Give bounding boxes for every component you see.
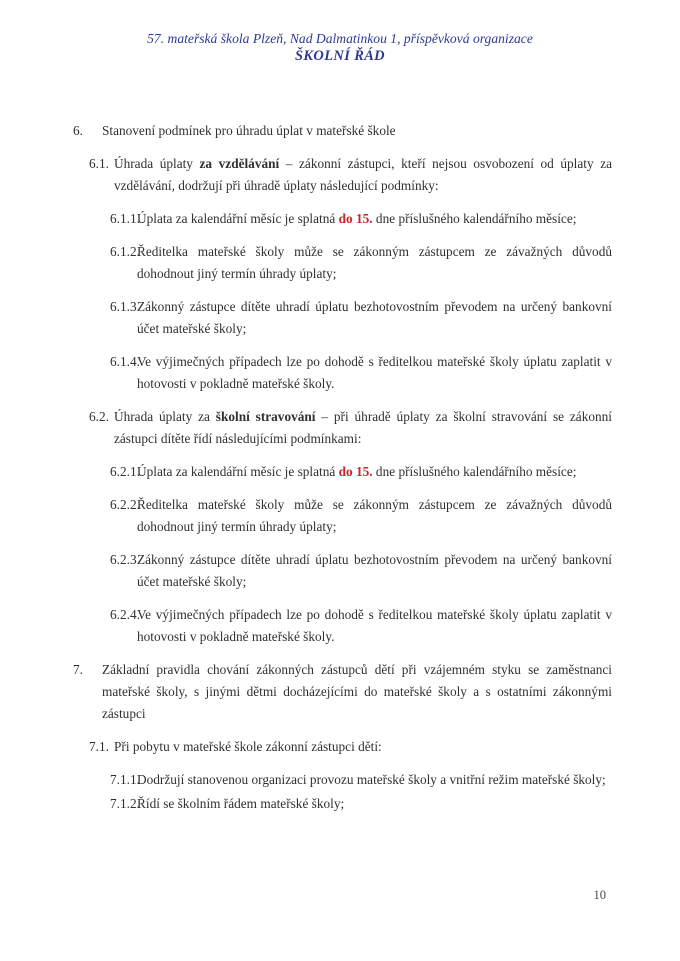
item-number: 6.1.4. [110, 354, 140, 369]
document-items [0, 120, 680, 815]
list-item-6-1 [0, 153, 680, 197]
item-number: 6.2. [89, 409, 109, 424]
item-text: Při pobytu v mateřské škole zákonní zástupci dětí: [114, 739, 382, 754]
item-text: Řídí se školním řádem mateřské školy; [137, 796, 345, 811]
list-item-6-2-1 [0, 461, 680, 483]
list-item-7-1-1 [0, 769, 680, 791]
item-text: Ve výjimečných případech lze po dohodě s ředitelkou mateřské školy úplatu zaplatit v hotovosti v pokladně mateřské školy. [137, 354, 612, 391]
item-text: Úplata za kalendářní měsíc je splatná do 15. dne příslušného kalendářního měsíce; [137, 211, 577, 226]
list-item-6-1-2 [0, 241, 680, 285]
page-number: 10 [593, 888, 606, 902]
item-text: Úhrada úplaty za vzdělávání – zákonní zástupci, kteří nejsou osvobození od úplaty za vzdělávání, dodržují při úhradě úplaty následující podmínky: [114, 156, 612, 193]
item-number: 6.1.1. [110, 211, 140, 226]
list-item-6-2 [0, 406, 680, 450]
item-text: Stanovení podmínek pro úhradu úplat v mateřské škole [102, 123, 396, 138]
item-number: 6.2.1. [110, 464, 140, 479]
list-item-6-1-4 [0, 351, 680, 395]
list-item-6-2-2 [0, 494, 680, 538]
item-text: Základní pravidla chování zákonných zástupců dětí při vzájemném styku se zaměstnanci mateřské školy, s jinými dětmi docházejícími do mateřské školy a s ostatními zákonnými zástupci [102, 662, 612, 721]
list-item-7-1 [0, 736, 680, 758]
item-number: 7.1.1. [110, 772, 140, 787]
list-item-7-1-2 [0, 793, 680, 815]
list-item-6-2-4 [0, 604, 680, 648]
item-number: 7. [73, 662, 83, 677]
item-number: 6.2.2. [110, 497, 140, 512]
item-text: Úhrada úplaty za školní stravování – při úhradě úplaty za školní stravování se zákonní zástupci dítěte řídí následujícími podmínkami: [114, 409, 612, 446]
list-item-6-2-3 [0, 549, 680, 593]
item-number: 7.1.2. [110, 796, 140, 811]
list-item-6 [0, 120, 680, 142]
item-number: 7.1. [89, 739, 109, 754]
item-number: 6.1. [89, 156, 109, 171]
item-number: 6.2.3. [110, 552, 140, 567]
item-text: Ve výjimečných případech lze po dohodě s ředitelkou mateřské školy úplatu zaplatit v hotovosti v pokladně mateřské školy. [137, 607, 612, 644]
item-text: Zákonný zástupce dítěte uhradí úplatu bezhotovostním převodem na určený bankovní účet mateřské školy; [137, 552, 612, 589]
item-number: 6.2.4. [110, 607, 140, 622]
item-text: Ředitelka mateřské školy může se zákonným zástupcem ze závažných důvodů dohodnout jiný termín úhrady úplaty; [137, 497, 612, 534]
document-header [0, 0, 680, 65]
item-number: 6. [73, 123, 83, 138]
item-text: Úplata za kalendářní měsíc je splatná do 15. dne příslušného kalendářního měsíce; [137, 464, 577, 479]
list-item-6-1-1 [0, 208, 680, 230]
list-item-7 [0, 659, 680, 725]
list-item-6-1-3 [0, 296, 680, 340]
item-text: Zákonný zástupce dítěte uhradí úplatu bezhotovostním převodem na určený bankovní účet mateřské školy; [137, 299, 612, 336]
item-number: 6.1.2. [110, 244, 140, 259]
school-name-line: 57. mateřská škola Plzeň, Nad Dalmatinkou 1, příspěvková organizace [147, 31, 533, 46]
item-number: 6.1.3. [110, 299, 140, 314]
document-title: ŠKOLNÍ ŘÁD [295, 48, 385, 64]
item-text: Dodržují stanovenou organizaci provozu mateřské školy a vnitřní režim mateřské školy; [137, 772, 606, 787]
item-text: Ředitelka mateřské školy může se zákonným zástupcem ze závažných důvodů dohodnout jiný termín úhrady úplaty; [137, 244, 612, 281]
